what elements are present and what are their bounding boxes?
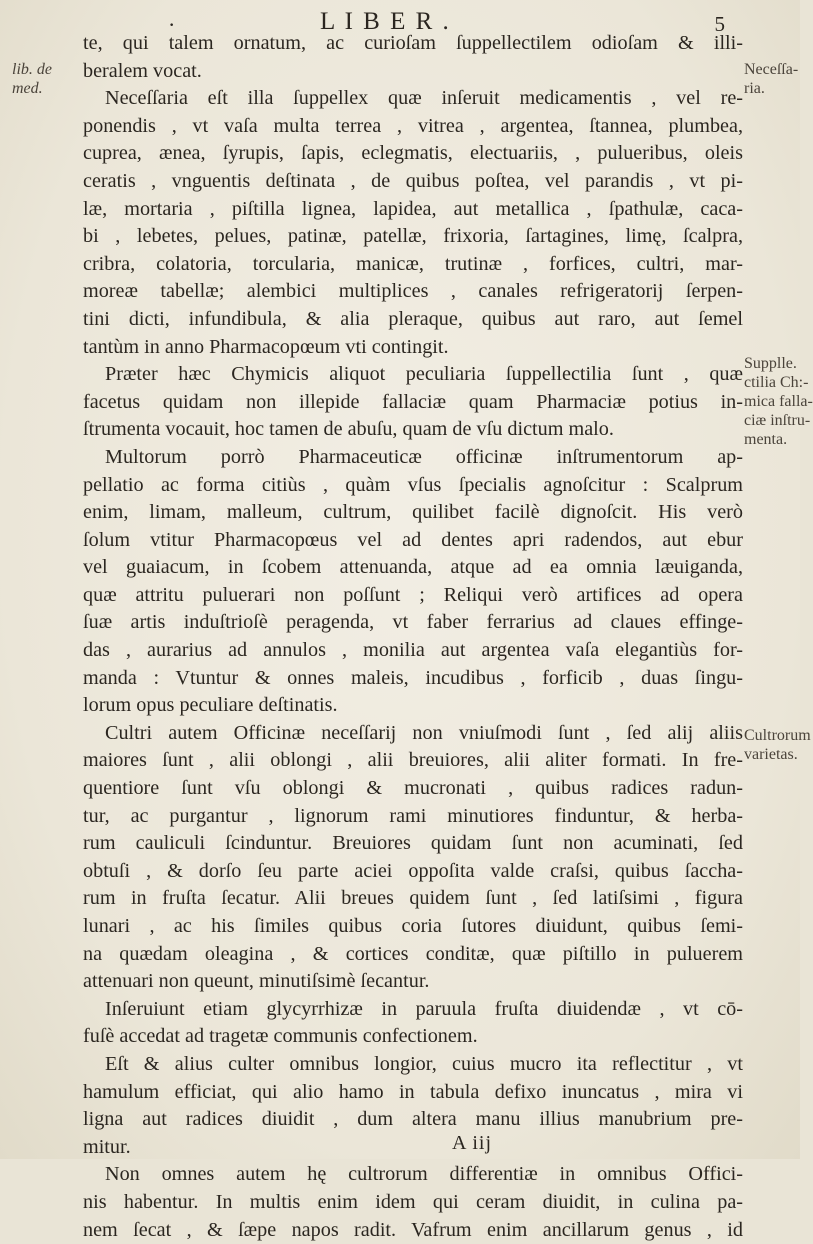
text-line: bi , lebetes, pelues, patinæ, patellæ, frixoria, ſartagines, limę, ſcalpra, xyxy=(83,225,743,248)
text-line: attenuari non queunt, minutiſsimè ſecantur. xyxy=(83,970,430,993)
text-line: mitur. xyxy=(83,1135,131,1158)
text-line: ſolum vtitur Pharmacopœus vel ad dentes apri radendos, aut ebur xyxy=(83,528,743,551)
text-line: ſuæ artis induſtrioſè peragenda, vt faber ferrarius ad claues effinge- xyxy=(83,611,743,634)
text-line: Multorum porrò Pharmaceuticæ officinæ inſtrumentorum ap- xyxy=(105,445,743,468)
text-line: ſtrumenta vocauit, hoc tamen de abuſu, quam de vſu dictum malo. xyxy=(83,418,614,441)
margin-note-line: varietas. xyxy=(744,746,798,763)
text-line: rum cauliculi ſcinduntur. Breuiores quidam ſunt non acuminati, ſed xyxy=(83,832,743,855)
text-line: Cultri autem Officinæ neceſſarij non vniuſmodi ſunt , ſed alij aliis xyxy=(105,721,743,744)
header-dot: · xyxy=(168,12,176,37)
text-line: Præter hæc Chymicis aliquot peculiaria ſuppellectilia ſunt , quæ xyxy=(105,363,743,386)
text-line: Inſeruiunt etiam glycyrrhizæ in paruula fruſta diuidendæ , vt cō- xyxy=(105,997,743,1020)
text-line: pellatio ac forma citiùs , quàm vſus ſpecialis agnoſcitur : Scalprum xyxy=(83,473,743,496)
text-line: obtuſi , & dorſo ſeu parte aciei oppoſita valde craſsi, quibus ſaccha- xyxy=(83,859,743,882)
text-line: enim, limam, malleum, cultrum, quilibet facilè dignoſcit. His verò xyxy=(83,501,743,524)
text-line: ceratis , vnguentis deſtinata , de quibus poſtea, vel parandis , vt pi- xyxy=(83,169,743,192)
text-line: beralem vocat. xyxy=(83,59,202,82)
text-line: manda : Vtuntur & onnes maleis, incudibus , forficib , duas ſingu- xyxy=(83,666,743,689)
text-line: Non omnes autem hę cultrorum differentiæ in omnibus Offici- xyxy=(105,1163,743,1186)
text-line: maiores ſunt , alii oblongi , alii breuiores, alii aliter formati. In fre- xyxy=(83,749,743,772)
signature-mark: A iij xyxy=(452,1132,493,1154)
margin-note xyxy=(744,726,811,764)
text-line: hamulum efficiat, qui alio hamo in tabula defixo inuncatus , mira vi xyxy=(83,1080,743,1103)
text-line: tantùm in anno Pharmacopœum vti contingit. xyxy=(83,335,449,358)
margin-note-line: Supplle. xyxy=(744,355,797,372)
text-line: lunari , ac his ſimiles quibus coria ſutores diuidunt, quibus ſemi- xyxy=(83,915,743,937)
text-line: das , aurarius ad annulos , monilia aut argentea vaſa elegantiùs for- xyxy=(83,639,743,662)
text-line: lorum opus peculiare deſtinatis. xyxy=(83,694,338,717)
margin-note-line: ctilia Ch:- xyxy=(744,374,809,391)
text-line: moreæ tabellæ; alembici multiplices , canales refrigeratorij ſerpen- xyxy=(83,280,743,303)
margin-note-line: ria. xyxy=(744,80,765,97)
page-number: 5 xyxy=(714,12,725,36)
text-line: læ, mortaria , piſtilla lignea, lapidea, aut metallica , ſpathulæ, caca- xyxy=(83,197,743,220)
margin-note-line: Neceſſa- xyxy=(744,61,799,78)
margin-note xyxy=(744,60,800,98)
text-line: cribra, colatoria, torcularia, manicæ, trutinæ , forfices, cultri, mar- xyxy=(83,252,743,275)
margin-note xyxy=(12,60,74,98)
text-line: tur, ac purgantur , lignorum rami minutiores finduntur, & herba- xyxy=(83,804,743,827)
margin-note-line: mica falla- xyxy=(744,393,813,410)
text-line: te, qui talem ornatum, ac curioſam ſuppellectilem odioſam & illi- xyxy=(83,32,743,54)
text-line: na quædam oleagina , & cortices conditæ, quæ piſtillo in puluerem xyxy=(83,942,743,965)
margin-note-line: ciæ inſtru- xyxy=(744,412,811,429)
running-head: L I B E R . xyxy=(320,8,451,35)
text-line: ligna aut radices diuidit , dum altera manu illius manubrium pre- xyxy=(83,1108,743,1131)
text-line: quæ attritu puluerari non poſſunt ; Reliqui verò artifices ad opera xyxy=(83,583,743,606)
text-line: facetus quidam non illepide fallaciæ quam Pharmaciæ potius in- xyxy=(83,390,743,413)
body-text xyxy=(83,30,743,1244)
text-line: quentiore ſunt vſu oblongi & mucronati , quibus radices radun- xyxy=(83,777,743,800)
text-line: rum in fruſta ſecatur. Alii breues quidem ſunt , ſed latiſsimi , figura xyxy=(83,887,743,910)
margin-note-line: menta. xyxy=(744,431,788,448)
text-line: ponendis , vt vaſa multa terrea , vitrea , argentea, ſtannea, plumbea, xyxy=(83,114,743,137)
text-line: Neceſſaria eſt illa ſuppellex quæ inſeruit medicamentis , vel re- xyxy=(105,87,743,110)
text-line: cuprea, ænea, ſyrupis, ſapis, eclegmatis, electuariis, , pulueribus, oleis xyxy=(83,142,743,165)
text-line: fuſè accedat ad tragetæ communis confectionem. xyxy=(83,1025,478,1048)
margin-note-line: Cultrorum xyxy=(744,727,811,744)
text-line: nem ſecat , & ſæpe napos radit. Vafrum enim ancillarum genus , id xyxy=(83,1218,743,1241)
text-line: tini dicti, infundibula, & alia pleraque, quibus aut raro, aut ſemel xyxy=(83,307,743,330)
text-line: nis habentur. In multis enim idem qui ceram diuidit, in culina pa- xyxy=(83,1190,743,1213)
margin-note xyxy=(744,354,813,449)
text-line: vel guaiacum, in ſcobem attenuanda, atque ad ea omnia læuiganda, xyxy=(83,556,743,579)
text-line: Eſt & alius culter omnibus longior, cuius mucro ita reflectitur , vt xyxy=(105,1052,743,1075)
margin-note-line: med. xyxy=(12,80,43,97)
margin-note-line: lib. de xyxy=(12,61,52,78)
